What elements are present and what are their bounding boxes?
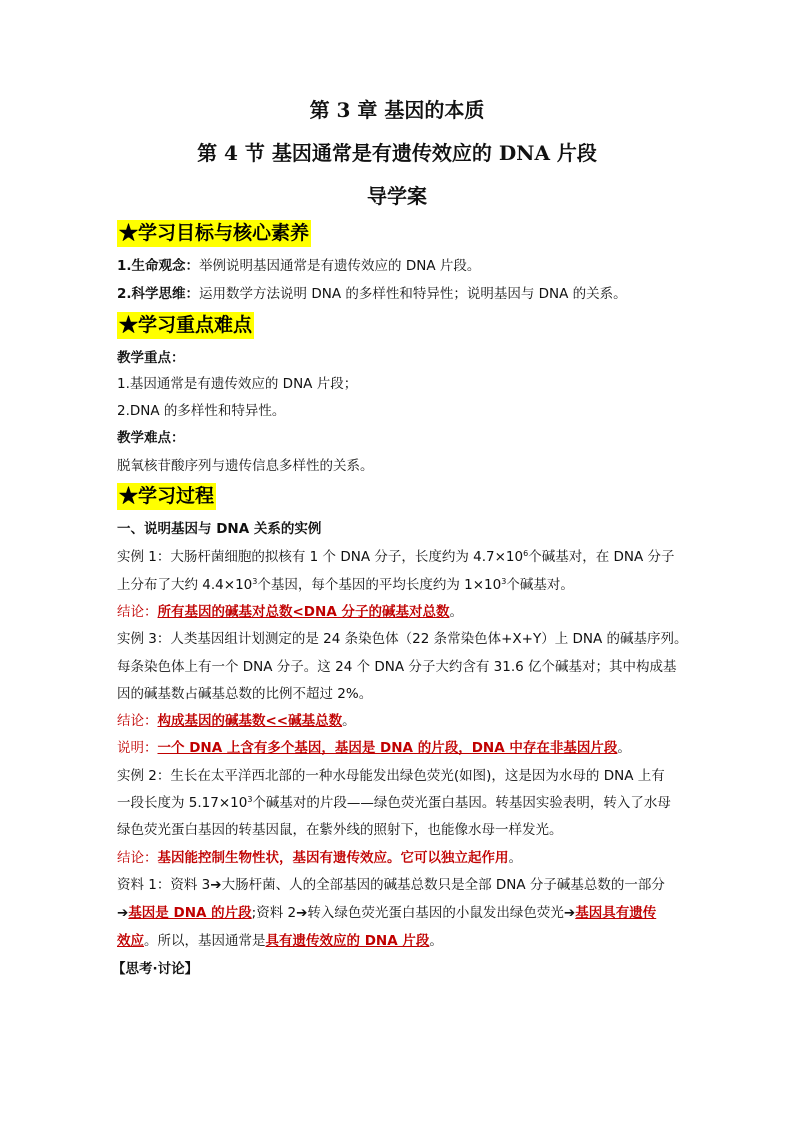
conclusion-text: 构成基因的碱基数<<碱基总数 xyxy=(157,713,343,729)
text-span: 。 xyxy=(429,933,443,949)
superscript: 3 xyxy=(252,577,258,586)
text-span: 。 xyxy=(617,740,631,756)
focus-label: 教学重点： xyxy=(117,350,185,366)
text-span: 个碱基对。 xyxy=(506,577,574,593)
explanation-label: 说明： xyxy=(117,740,158,756)
goal-item-2-label: 2.科学思维： xyxy=(117,286,200,302)
difficulty-item-1: 脱氧核苷酸序列与遗传信息多样性的关系。 xyxy=(117,458,374,474)
materials-line-3 xyxy=(117,932,443,950)
goal-item-1 xyxy=(117,257,480,275)
superscript: 3 xyxy=(501,577,507,586)
difficulty-label: 教学难点： xyxy=(117,430,185,446)
example-2-line-3: 绿色荧光蛋白基因的转基因鼠，在紫外线的照射下，也能像水母一样发光。 xyxy=(117,822,563,838)
arrow-icon: ➔ xyxy=(117,905,129,921)
focus-item-2: 2.DNA 的多样性和特异性。 xyxy=(117,403,286,419)
goal-item-1-text: 举例说明基因通常是有遗传效应的 DNA 片段。 xyxy=(199,258,481,274)
example-3-line-2: 每条染色体上有一个 DNA 分子。这 24 个 DNA 分子大约含有 31.6 亿个碱基对；其中构成基 xyxy=(117,659,677,675)
focus-item-1: 1.基因通常是有遗传效应的 DNA 片段； xyxy=(117,376,358,392)
example-3-line-1: 实例 3：人类基因组计划测定的是 24 条染色体（22 条常染色体+X+Y）上 DNA 的碱基序列。 xyxy=(117,631,688,647)
text-span: 个碱基对的片段——绿色荧光蛋白基因。转基因实验表明，转入了水母 xyxy=(252,795,671,811)
highlight-text: 基因是 DNA 的片段 xyxy=(128,905,252,921)
text-span: 。 xyxy=(342,713,356,729)
conclusion-3 xyxy=(117,849,522,867)
superscript: 6 xyxy=(523,549,529,558)
process-heading: ★学习过程 xyxy=(117,483,216,510)
text-span: 一段长度为 5.17×10 xyxy=(117,795,248,811)
key-points-heading: ★学习重点难点 xyxy=(117,312,254,339)
text-span: 个基因，每个基因的平均长度约为 1×10 xyxy=(257,577,502,593)
doc-type-title: 导学案 xyxy=(367,184,427,208)
explanation-text: 一个 DNA 上含有多个基因，基因是 DNA 的片段，DNA 中存在非基因片段 xyxy=(157,740,618,756)
goal-item-2-text: 运用数学方法说明 DNA 的多样性和特异性；说明基因与 DNA 的关系。 xyxy=(199,286,627,302)
goal-item-1-label: 1.生命观念： xyxy=(117,258,200,274)
text-span: 上分布了大约 4.4×10 xyxy=(117,577,253,593)
example-2-line-2 xyxy=(117,794,671,812)
materials-line-2 xyxy=(117,904,656,922)
subsection-1-heading: 一、说明基因与 DNA 关系的实例 xyxy=(117,521,322,537)
conclusion-label: 结论： xyxy=(117,713,158,729)
goal-item-2 xyxy=(117,285,627,303)
text-span: ;资料 2➔转入绿色荧光蛋白基因的小鼠发出绿色荧光➔ xyxy=(251,905,576,921)
conclusion-text: 基因能控制生物性状，基因有遗传效应。它可以独立起作用 xyxy=(157,850,509,866)
chapter-title: 第 3 章 基因的本质 xyxy=(309,98,485,122)
explanation xyxy=(117,739,631,757)
conclusion-label: 结论： xyxy=(117,850,158,866)
highlight-text: 效应 xyxy=(117,933,144,949)
materials-line-1: 资料 1：资料 3➔大肠杆菌、人的全部基因的碱基总数只是全部 DNA 分子碱基总数的一部分 xyxy=(117,877,665,893)
conclusion-text: 所有基因的碱基对总数<DNA 分子的碱基对总数 xyxy=(157,604,450,620)
text-span: 实例 1：大肠杆菌细胞的拟核有 1 个 DNA 分子，长度约为 4.7×10 xyxy=(117,549,524,565)
example-2-line-1: 实例 2：生长在太平洋西北部的一种水母能发出绿色荧光(如图)，这是因为水母的 DNA 上有 xyxy=(117,768,665,784)
goals-heading: ★学习目标与核心素养 xyxy=(117,220,311,247)
section-title: 第 4 节 基因通常是有遗传效应的 DNA 片段 xyxy=(197,141,597,165)
conclusion-1 xyxy=(117,603,463,621)
text-span: 。 xyxy=(449,604,463,620)
text-span: 。所以，基因通常是 xyxy=(144,933,266,949)
example-1-line-1 xyxy=(117,548,675,566)
think-discuss-heading: 【思考·讨论】 xyxy=(112,961,199,977)
text-span: 。 xyxy=(508,850,522,866)
conclusion-label: 结论： xyxy=(117,604,158,620)
example-1-line-2 xyxy=(117,576,574,594)
highlight-text: 基因具有遗传 xyxy=(575,905,657,921)
text-span: 个碱基对，在 DNA 分子 xyxy=(528,549,675,565)
conclusion-2 xyxy=(117,712,356,730)
superscript: 3 xyxy=(247,795,253,804)
highlight-text: 具有遗传效应的 DNA 片段 xyxy=(265,933,430,949)
example-3-line-3: 因的碱基数占碱基总数的比例不超过 2%。 xyxy=(117,686,373,702)
